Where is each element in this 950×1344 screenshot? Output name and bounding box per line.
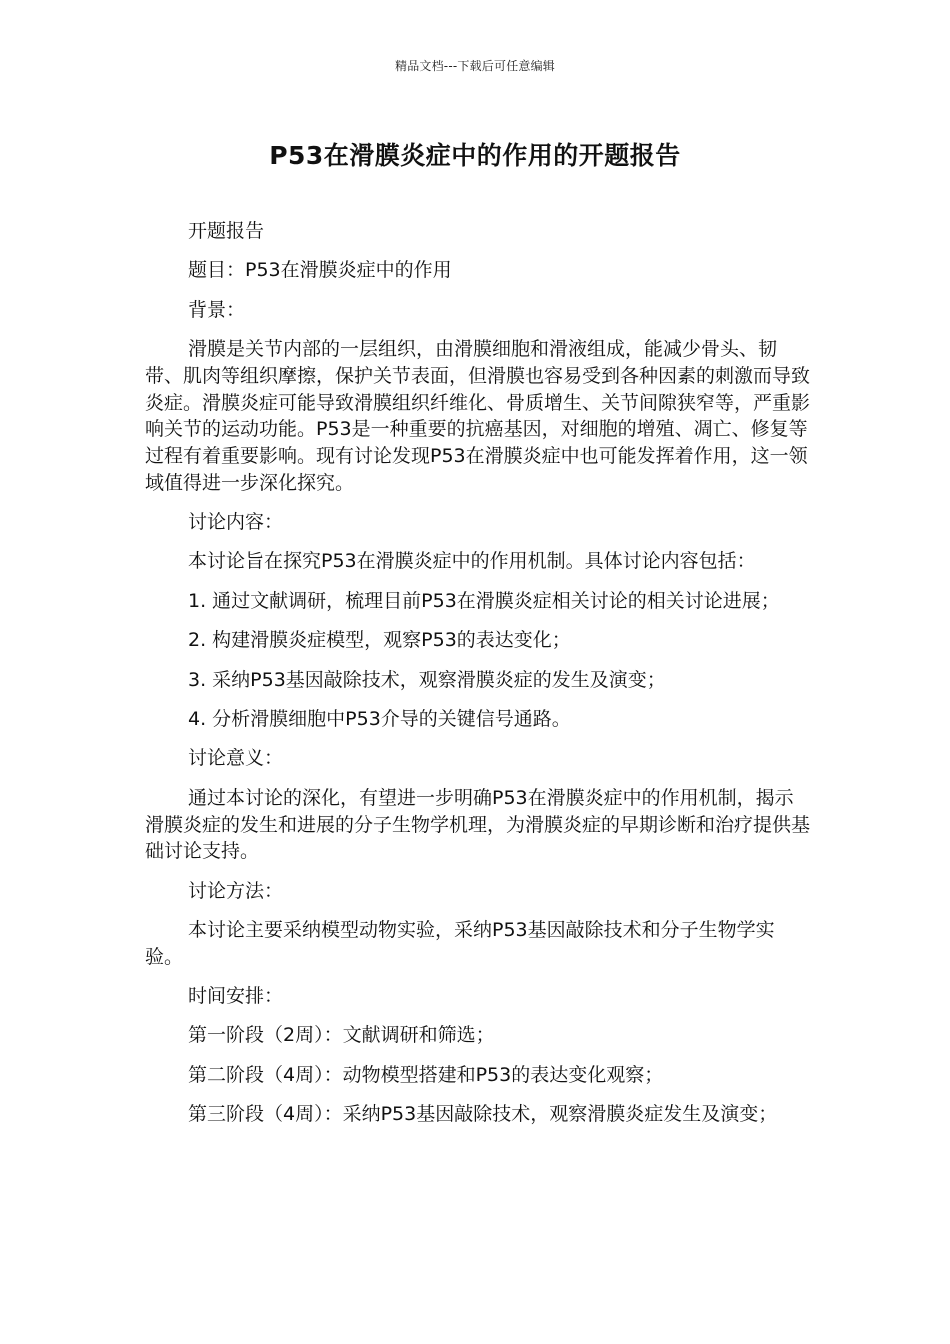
paragraph-content-intro: 本讨论旨在探究P53在滑膜炎症中的作用机制。具体讨论内容包括：: [188, 550, 756, 573]
schedule-stage-3: 第三阶段（4周）：采纳P53基因敲除技术，观察滑膜炎症发生及演变；: [188, 1103, 778, 1126]
heading-methods: 讨论方法：: [188, 879, 284, 902]
paragraph-background: 滑膜是关节内部的一层组织，由滑膜细胞和滑液组成，能减少骨头、韧带、肌肉等组织摩擦，保护关节表面，但滑膜也容易受到各种因素的刺激而导致炎症。滑膜炎症可能导致滑膜组织纤维化、骨质增生、关节间隙狭窄等，严重影响关节的运动功能。P53是一种重要的抗癌基因，对细胞的增殖、凋亡、修复等过程有着重要影响。现有讨论发现P53在滑膜炎症中也可能发挥着作用，这一领域值得进一步深化探究。: [145, 338, 811, 494]
document-body: [145, 218, 810, 1141]
schedule-stage-1: 第一阶段（2周）：文献调研和筛选；: [188, 1024, 495, 1047]
paragraph-significance: 通过本讨论的深化，有望进一步明确P53在滑膜炎症中的作用机制，揭示滑膜炎症的发生和进展的分子生物学机理，为滑膜炎症的早期诊断和治疗提供基础讨论支持。: [145, 786, 811, 863]
list-item-2: 2. 构建滑膜炎症模型，观察P53的表达变化；: [188, 629, 571, 652]
list-item-4: 4. 分析滑膜细胞中P53介导的关键信号通路。: [188, 708, 571, 731]
heading-content: 讨论内容：: [188, 511, 284, 534]
paragraph-methods: 本讨论主要采纳模型动物实验，采纳P53基因敲除技术和分子生物学实验。: [145, 919, 775, 968]
list-item-3: 3. 采纳P53基因敲除技术，观察滑膜炎症的发生及演变；: [188, 668, 666, 691]
heading-significance: 讨论意义：: [188, 747, 284, 770]
list-item-1: 1. 通过文献调研，梳理目前P53在滑膜炎症相关讨论的相关讨论进展；: [188, 589, 780, 612]
schedule-stage-2: 第二阶段（4周）：动物模型搭建和P53的表达变化观察；: [188, 1063, 664, 1086]
document-title: P53在滑膜炎症中的作用的开题报告: [269, 141, 681, 170]
paragraph-topic: 题目：P53在滑膜炎症中的作用: [188, 259, 452, 282]
header-note: 精品文档---下载后可任意编辑: [395, 59, 555, 73]
heading-schedule: 时间安排：: [188, 985, 284, 1008]
heading-background: 背景：: [188, 298, 246, 321]
paragraph-report-label: 开题报告: [188, 220, 265, 242]
